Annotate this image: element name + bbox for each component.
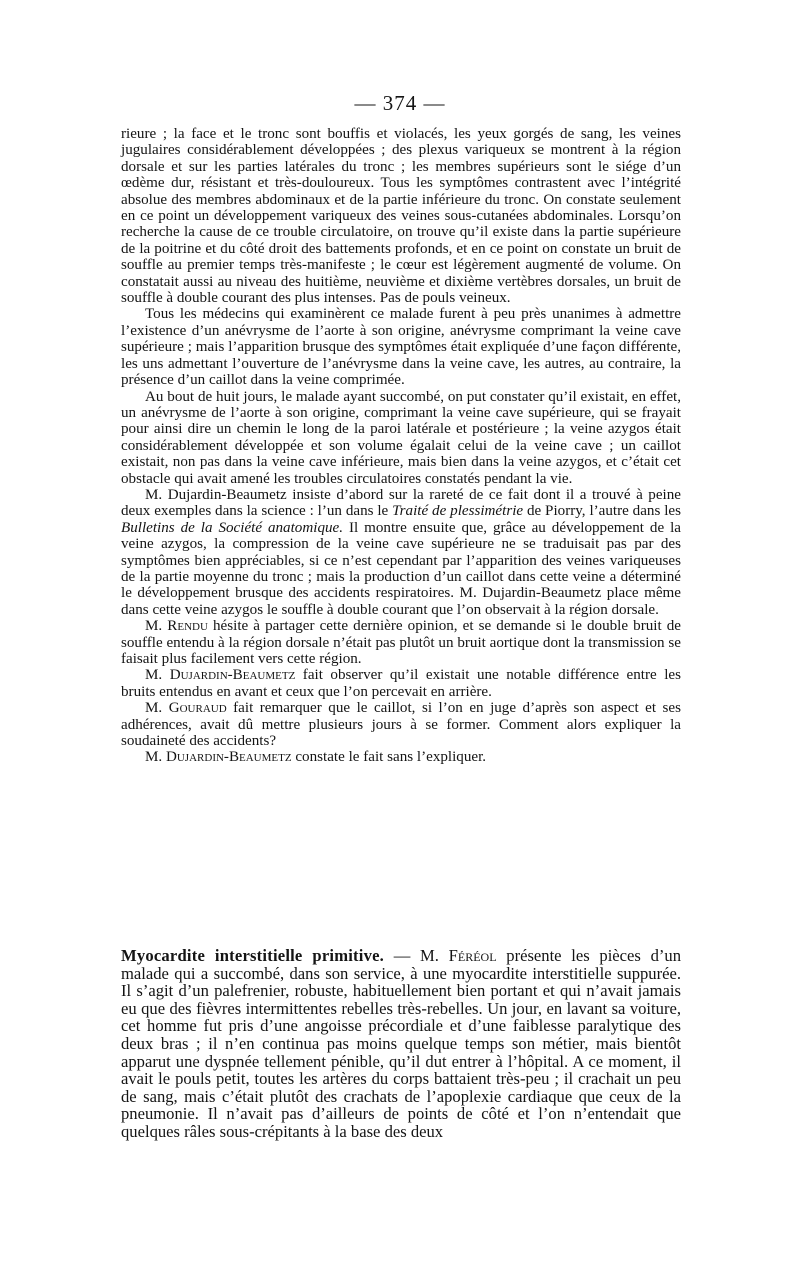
paragraph-6-text: fait observer qu’il existait une notable différence entre les bruits entendus en avant et ceux que l’on percevait en arrière. bbox=[121, 667, 681, 700]
paragraph-myocardite-text: présente les pièces d’un malade qui a succombé, dans son service, à une myocardite interstitielle suppurée. Il s’agit d’un palefrenier, robuste, habituellement bien portant et qui n’avait jamais eu que des fièvres intermittentes rebelles très-rebelles. Un jour, en lavant sa voiture, cet homme fut pris d’une angoisse précordiale et d’une faiblesse paralytique des deux bras ; il n’en continua pas moins quelque temps son métier, mais bientôt apparut une dyspnée tellement pénible, qu’il dut entrer à l’hôpital. A ce moment, il avait le pouls petit, toutes les artères du corps battaient très-peu ; il crachait un peu de sang, mais c’était plutôt des crachats de l’apoplexie cardiaque que ceux de la pneumonie. Il n’avait pas d’ailleurs de points de côté et l’on n’entendait que quelques râles sous-crépitants à la base des deux bbox=[121, 946, 681, 1141]
page-number: — 374 — bbox=[354, 91, 446, 115]
paragraph-4-text-a: M. Dujardin-Beaumetz insiste d’abord sur la rareté de ce fait dont il a trouvé à peine deux exemples dans la science : l’un dans le bbox=[121, 486, 681, 520]
paragraph-4 bbox=[121, 487, 681, 618]
paragraph-4-text-c: de Piorry, l’autre dans les bbox=[526, 503, 681, 520]
body-text-bottom bbox=[121, 947, 681, 1141]
speaker-dujardin-beaumetz-2: M. Dujardin-Beaumetz bbox=[145, 749, 292, 766]
paragraph-5 bbox=[121, 618, 681, 667]
paragraph-1: rieure ; la face et le tronc sont bouffis et violacés, les yeux gorgés de sang, les veines jugulaires considérablement développées ; des plexus variqueux se montrent à la région dorsale et sur les parties latérales du tronc ; les membres supérieurs sont le siége d’un œdème dur, résistant et très-douloureux. Tous les symptômes contrastent avec l’intégrité absolue des membres abdominaux et de la partie inférieure du tronc. On constate seulement en ce point un développement variqueux des veines sous-cutanées abdominales. Lorsqu’on recherche la cause de ce trouble circulatoire, on trouve qu’il existe dans la partie supérieure de la poitrine et du côté droit des battements profonds, et en ce point on constate un bruit de souffle au premier temps très-manifeste ; le cœur est légèrement augmenté de volume. On constatait aussi au niveau des huitième, neuvième et dixième vertèbres dorsales, un bruit de souffle à double courant des plus intenses. Pas de pouls veineux. bbox=[121, 126, 681, 307]
speaker-fereol: Féréol bbox=[448, 946, 497, 965]
paragraph-2: Tous les médecins qui examinèrent ce malade furent à peu près unanimes à admettre l’existence d’un anévrysme de l’aorte à son origine, anévrysme comprimant la veine cave supérieure ; mais l’apparition brusque des symptômes était expliquée d’une façon différente, les uns admettant l’ouverture de l’anévrysme dans la veine cave, les autres, au contraire, la présence d’un caillot dans la veine comprimée. bbox=[121, 306, 681, 389]
paragraph-7-text: fait remarquer que le caillot, si l’on en juge d’après son aspect et ses adhérences, avait dû mettre plusieurs jours à se former. Comment alors expliquer la soudaineté des accidents? bbox=[121, 700, 681, 750]
citation-traite: Traité de plessimétrie bbox=[392, 503, 524, 520]
speaker-dujardin-beaumetz: M. Dujardin-Beaumetz bbox=[145, 667, 296, 684]
citation-bulletins: Bulletins de la Société anatomique. bbox=[121, 519, 344, 536]
paragraph-6 bbox=[121, 667, 681, 700]
paragraph-5-text: hésite à partager cette dernière opinion, et se demande si le double bruit de souffle entendu à la région dorsale n’était pas plutôt un bruit aortique dont la transmission se faisait plus facilement vers cette région. bbox=[121, 618, 681, 667]
paragraph-7 bbox=[121, 700, 681, 749]
body-text-top bbox=[121, 126, 681, 766]
speaker-rendu: M. Rendu bbox=[145, 618, 208, 635]
paragraph-8 bbox=[121, 749, 681, 765]
paragraph-3: Au bout de huit jours, le malade ayant succombé, on put constater qu’il existait, en effet, un anévrysme de l’aorte à son origine, comprimant la veine cave supérieure, qui se frayait pour ainsi dire un chemin le long de la paroi latérale et postérieure ; la veine azygos était considérablement développée et son volume égalait celui de la veine cave ; un caillot existait, non pas dans la veine cave inférieure, mais bien dans la veine azygos, et c’était cet obstacle qui avait amené les troubles circulatoires constatés pendant la vie. bbox=[121, 388, 681, 487]
heading-dash: — M. bbox=[393, 946, 439, 965]
paragraph-4-text-e: Il montre ensuite que, grâce au développement de la veine azygos, la compression de la veine cave supérieure ne se traduisait pas par des symptômes bien appréciables, si ce n’est cependant par l’apparition des veines variqueuses de la partie moyenne du tronc ; mais la production d’un caillot dans cette veine a déterminé le développement brusque des accidents respiratoires. M. Dujardin-Beaumetz place même dans cette veine azygos le souffle à double courant que l’on observait à la région dorsale. bbox=[121, 519, 681, 618]
section-heading: Myocardite interstitielle primitive. bbox=[121, 946, 384, 965]
paragraph-myocardite bbox=[121, 947, 681, 1141]
speaker-gouraud: M. Gouraud bbox=[145, 700, 227, 717]
paragraph-8-text: constate le fait sans l’expliquer. bbox=[295, 749, 487, 766]
